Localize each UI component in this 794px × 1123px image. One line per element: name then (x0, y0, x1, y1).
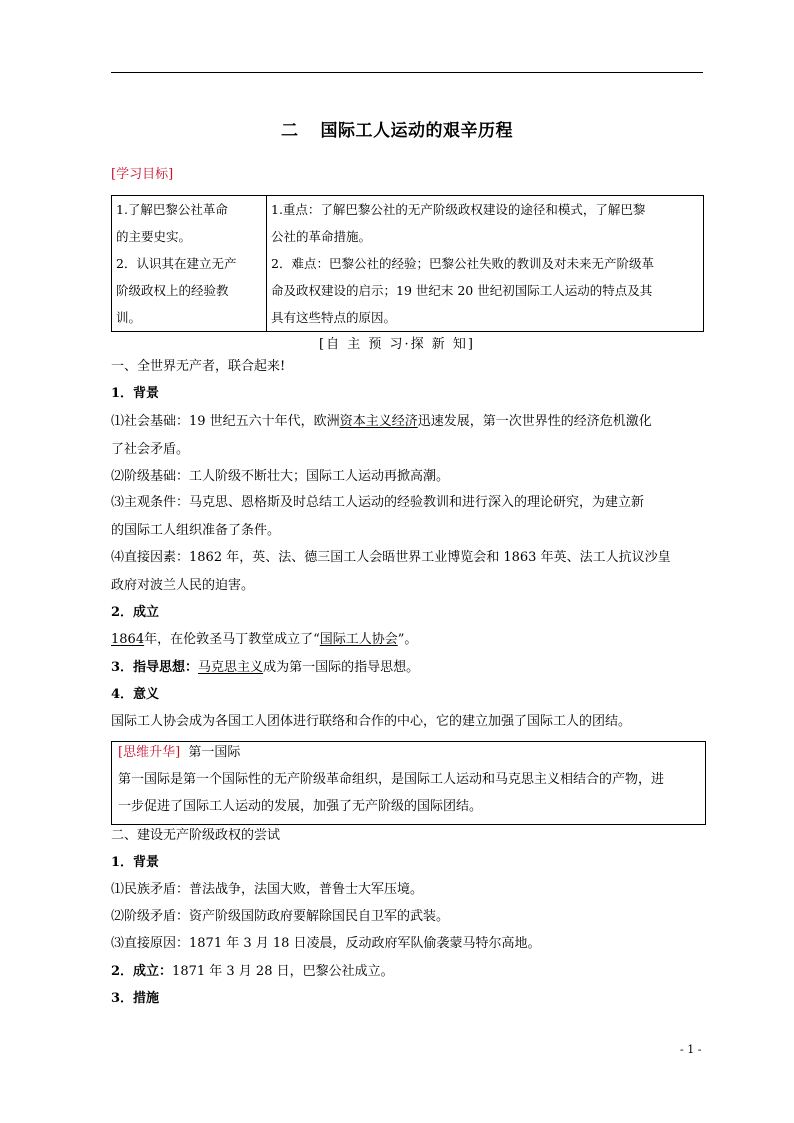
s2-measures: 3．措施 (111, 991, 160, 1006)
s1-est-org: 国际工人协会 (319, 632, 398, 647)
s1-p2: ⑵阶级基础：工人阶级不断壮大；国际工人运动再掀高潮。 (111, 469, 450, 484)
goals-left-line: 1.了解巴黎公社革命 (116, 202, 228, 217)
insight-head: 第一国际 (188, 745, 241, 760)
s1-p3a: ⑶主观条件：马克思、恩格斯及时总结工人运动的经验教训和进行深入的理论研究，为建立新 (111, 495, 645, 510)
insight-tag: [思维升华] (118, 745, 181, 760)
goals-tag: [学习目标] (111, 167, 174, 182)
s1-est-end: ”。 (397, 632, 418, 647)
page-title (0, 116, 794, 141)
s1-est-head: 2．成立 (111, 605, 160, 620)
s2-p1: ⑴民族矛盾：普法战争，法国大败，普鲁士大军压境。 (111, 882, 424, 897)
s2-p2: ⑵阶级矛盾：资产阶级国防政府要解除国民自卫军的武装。 (111, 909, 450, 924)
s1-p1b: 了社会矛盾。 (111, 442, 190, 457)
s1-p1a-underline: 资本主义经济 (339, 414, 418, 429)
s1-p1a-post: 迅速发展，第一次世界性的经济危机激化 (417, 414, 652, 429)
s2-p3: ⑶直接原因：1871 年 3 月 18 日凌晨，反动政府军队偷袭蒙马特尔高地。 (111, 936, 541, 951)
s1-bg-head: 1．背景 (111, 386, 160, 401)
title-text: 国际工人运动的艰辛历程 (320, 121, 513, 141)
goals-left-line: 2．认识其在建立无产 (116, 256, 237, 271)
s2-est-head: 2．成立： (111, 964, 173, 979)
s1-heading: 一、全世界无产者，联合起来! (111, 359, 286, 374)
header-rule (111, 72, 703, 73)
goals-left-cell (112, 196, 267, 332)
s1-sig-head: 4．意义 (111, 687, 160, 702)
insight-head-line (118, 744, 240, 762)
s1-guide-post: 成为第一国际的指导思想。 (263, 660, 420, 675)
insight-line-2: 一步促进了国际工人运动的发展，加强了无产阶级的国际团结。 (118, 799, 483, 814)
goals-left-line: 训。 (116, 310, 142, 325)
goals-right-line: 公社的革命措施。 (271, 229, 372, 244)
s1-est-year: 1864 (111, 632, 145, 647)
s1-est-mid: 年，在伦敦圣马丁教堂成立了“ (144, 632, 320, 647)
s1-p1a (111, 413, 652, 431)
s1-est (111, 631, 417, 649)
section-head: [自 主 预 习·探 新 知] (319, 337, 475, 352)
s1-p1a-pre: ⑴社会基础：19 世纪五六十年代，欧洲 (111, 414, 340, 429)
insight-line-1: 第一国际是第一个国际性的无产阶级革命组织，是国际工人运动和马克思主义相结合的产物，进 (118, 772, 665, 787)
goals-left-line: 阶级政权上的经验教 (116, 283, 229, 298)
s1-guide-underline: 马克思主义 (198, 660, 264, 675)
s1-guide-pre: 3．指导思想： (111, 660, 199, 675)
insight-box (111, 741, 706, 825)
goals-right-line: 1.重点：了解巴黎公社的无产阶级政权建设的途径和模式，了解巴黎 (271, 202, 646, 217)
learning-goals-table (111, 195, 704, 332)
goals-right-cell (267, 196, 704, 332)
s1-p4b: 政府对波兰人民的迫害。 (111, 578, 255, 593)
s1-p4a: ⑷直接因素：1862 年，英、法、德三国工人会晤世界工业博览会和 1863 年英、法工人抗议沙皇 (111, 550, 671, 565)
goals-right-line: 具有这些特点的原因。 (271, 310, 397, 325)
s2-bg-head: 1．背景 (111, 855, 160, 870)
s2-heading: 二、建设无产阶级政权的尝试 (111, 828, 281, 843)
s1-p3b: 的国际工人组织准备了条件。 (111, 523, 281, 538)
s1-sig: 国际工人协会成为各国工人团体进行联络和合作的中心，它的建立加强了国际工人的团结。 (111, 714, 632, 729)
goals-right-line: 命及政权建设的启示；19 世纪末 20 世纪初国际工人运动的特点及其 (271, 283, 653, 298)
s2-est (111, 963, 394, 981)
s2-est-text: 1871 年 3 月 28 日，巴黎公社成立。 (172, 964, 394, 979)
title-number: 二 (281, 121, 299, 141)
goals-right-line: 2．难点：巴黎公社的经验；巴黎公社失败的教训及对未来无产阶级革 (271, 256, 654, 271)
page-number: - 1 - (680, 1043, 702, 1056)
s1-guide (111, 659, 419, 677)
goals-left-line: 的主要史实。 (116, 229, 192, 244)
